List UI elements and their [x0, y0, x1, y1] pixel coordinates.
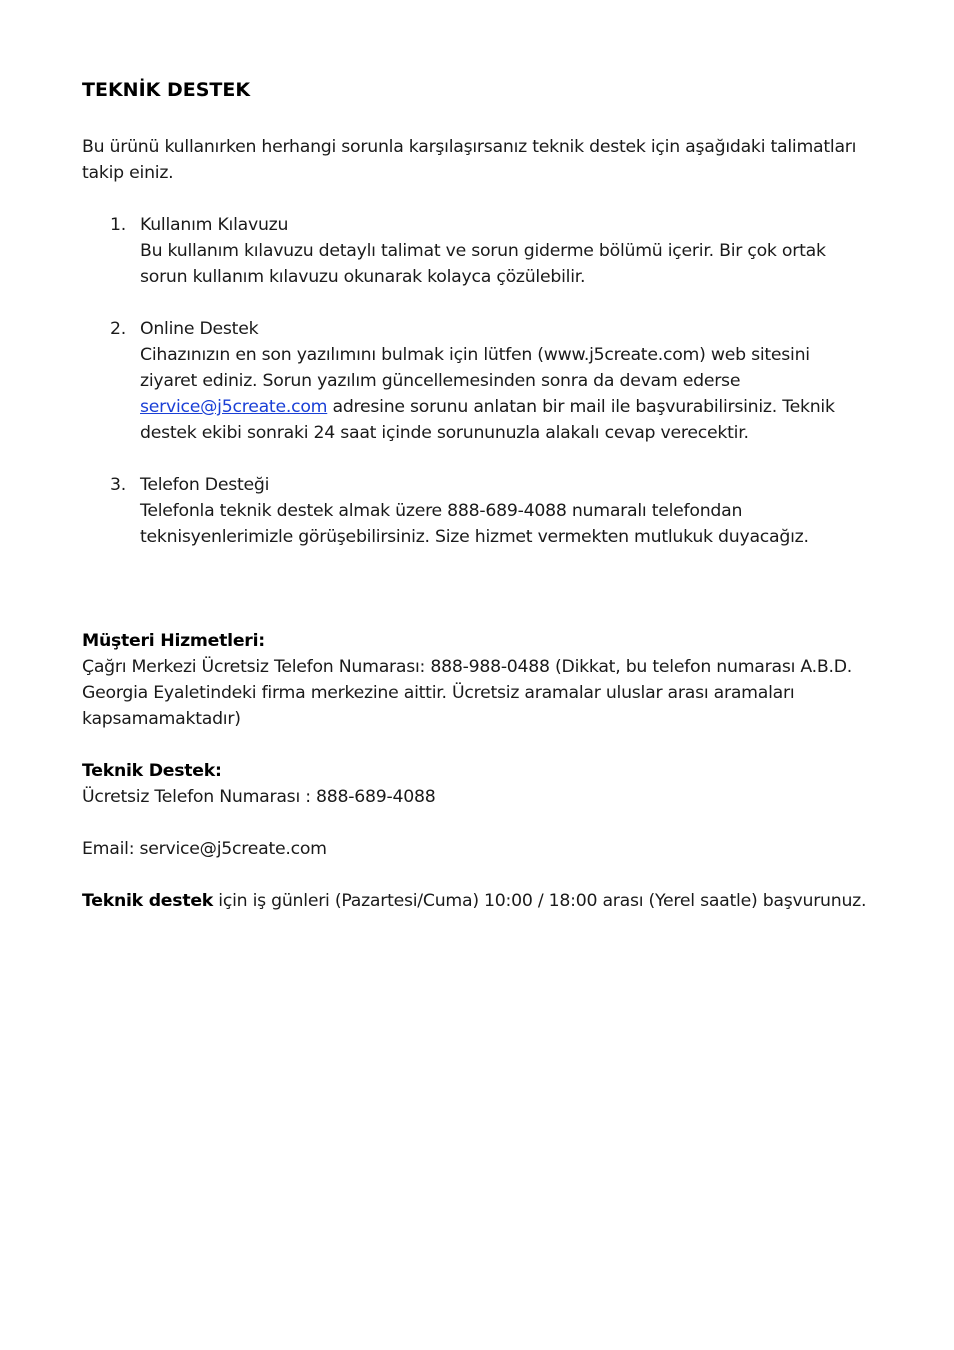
- email-section: [82, 836, 872, 862]
- list-item-online-support: [82, 316, 870, 446]
- step-body: [140, 342, 870, 446]
- intro-paragraph: Bu ürünü kullanırken herhangi sorunla karşılaşırsanız teknik destek için aşağıdaki talimatları takip einiz.: [82, 137, 857, 183]
- tech-support-phone: Ücretsiz Telefon Numarası : 888-689-4088: [82, 787, 436, 807]
- spacer: [82, 576, 874, 628]
- list-number: 2.: [110, 319, 126, 339]
- service-email-link[interactable]: service@j5create.com: [140, 397, 328, 417]
- customer-service-section: [82, 628, 872, 732]
- step-body-text: Cihazınızın en son yazılımını bulmak için lütfen (www.j5create.com) web sitesini ziyaret ediniz. Sorun yazılım güncellemesinden sonra da devam ederse: [140, 345, 810, 391]
- customer-service-heading: Müşteri Hizmetleri:: [82, 631, 265, 651]
- tech-support-section: [82, 758, 872, 810]
- tech-support-heading: Teknik Destek:: [82, 761, 222, 781]
- step-body: Telefonla teknik destek almak üzere 888-689-4088 numaralı telefondan teknisyenlerimizle görüşebilirsiniz. Size hizmet vermekten mutlukuk duyacağız.: [140, 501, 809, 547]
- step-heading: Telefon Desteği: [140, 475, 270, 495]
- list-number: 1.: [110, 215, 126, 235]
- email-line: Email: service@j5create.com: [82, 839, 327, 859]
- step-heading: Online Destek: [140, 319, 259, 339]
- step-body-text: adresine sorunu anlatan bir mail ile başvurabilirsiniz. Teknik destek ekibi sonraki 24 saat içinde sorununuzla alakalı cevap verecektir.: [140, 397, 835, 443]
- hours-section: [82, 888, 872, 914]
- page-title: TEKNİK DESTEK: [82, 79, 251, 101]
- step-body: Bu kullanım kılavuzu detaylı talimat ve sorun giderme bölümü içerir. Bir çok ortak sorun kullanım kılavuzu okunarak kolayca çözülebilir.: [140, 241, 826, 287]
- hours-body: için iş günleri (Pazartesi/Cuma) 10:00 / 18:00 arası (Yerel saatle) başvurunuz.: [213, 891, 867, 911]
- hours-bold-label: Teknik destek: [82, 891, 214, 911]
- hours-text: [82, 888, 872, 914]
- list-item-user-manual: [82, 212, 870, 290]
- list-number: 3.: [110, 475, 126, 495]
- customer-service-text: Çağrı Merkezi Ücretsiz Telefon Numarası: 888-988-0488 (Dikkat, bu telefon numarası A.B.D. Georgia Eyaletindeki firma merkezine aittir. Ücretsiz aramalar uluslar arası aramaları kapsamamaktadır): [82, 657, 853, 729]
- list-item-phone-support: [82, 472, 870, 550]
- step-heading: Kullanım Kılavuzu: [140, 215, 289, 235]
- support-steps-list: [82, 212, 874, 550]
